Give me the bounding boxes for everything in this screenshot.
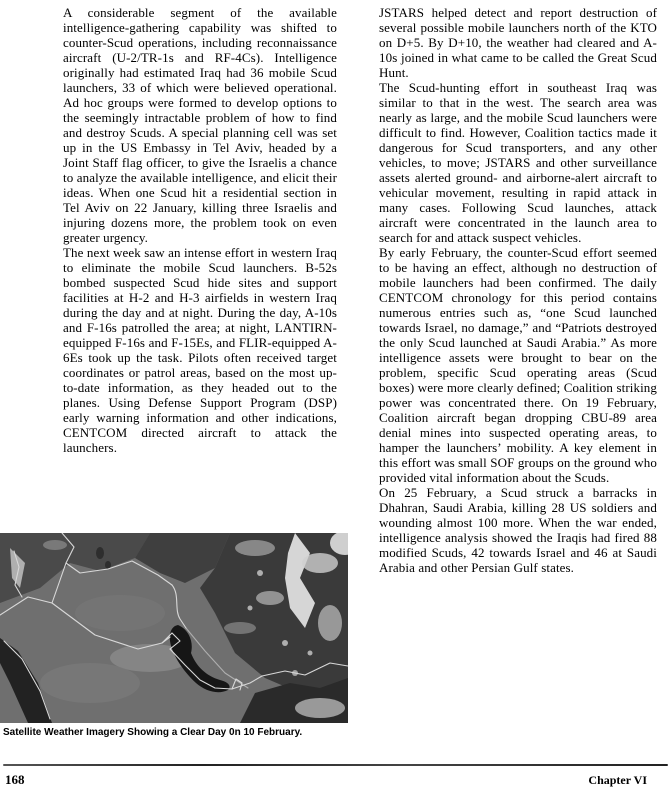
paragraph-southeast-iraq: The Scud-hunting effort in southeast Iraq was similar to that in the west. The search area was nearly as large, and the mobile Scud launchers were difficult to find. However, Coalition tactics made it dangerous for Scud transporters, and any other vehicles, to move; JSTARS and other surveillance assets alerted ground- and airborne-alert aircraft to vehicular movement, resulting in rapid attack in many cases. Following Scud launches, attack aircraft were concentrated in the launch area to search for and attack suspect vehicles. (379, 80, 657, 245)
paragraph-dhahran-barracks: On 25 February, a Scud struck a barracks in Dhahran, Saudi Arabia, killing 28 US soldiers and wounding almost 100 more. When the war ended, intelligence analysis showed the Iraqis had fired 88 modified Scuds, 42 towards Israel and 46 at Saudi Arabia and other Persian Gulf states. (379, 485, 657, 575)
paragraph-counter-scud-intel: A considerable segment of the available intelligence-gathering capability was shifted to counter-Scud operations, including reconnaissance aircraft (U-2/TR-1s and RF-4Cs). Intelligence originally had estimated Iraq had 36 mobile Scud launchers, 33 of which were believed operational. Ad hoc groups were formed to develop options to the seemingly intractable problem of how to find and destroy Scuds. A special planning cell was set up in the US Embassy in Tel Aviv, headed by a Joint Staff flag officer, to give the Israelis a chance to analyze the available intelligence, and elicit their ideas. When one Scud hit a residential section in Tel Aviv on 22 January, killing three Israelis and injuring dozens more, the problem took on even greater urgency. (63, 5, 337, 245)
figure-caption: Satellite Weather Imagery Showing a Clear Day 0n 10 February. (3, 727, 303, 738)
left-column (63, 5, 337, 455)
paragraph-western-iraq-effort: The next week saw an intense effort in western Iraq to eliminate the mobile Scud launchers. B-52s bombed suspected Scud hide sites and support facilities at H-2 and H-3 airfields in western Iraq during the day and at night. During the day, A-10s and F-16s patrolled the area; at night, LANTIRN-equipped F-16s and F-15Es, and FLIR-equipped A-6Es took up the task. Pilots often received target coordinates or patrol areas, based on the most up-to-date information, as they headed out to the planes. Using Defense Support Program (DSP) early warning information and other indications, CENTCOM directed aircraft to attack the launchers. (63, 245, 337, 455)
page-number: 168 (5, 772, 25, 787)
right-column (379, 5, 657, 575)
satellite-weather-image (0, 533, 348, 723)
paragraph-early-february: By early February, the counter-Scud effort seemed to be having an effect, although no destruction of mobile launchers had been confirmed. The daily CENTCOM chronology for this period contains numerous entries such as, “one Scud launched towards Israel, no damage,” and “Patriots destroyed the only Scud launched at Saudi Arabia.” As more intelligence assets were brought to bear on the problem, specific Scud operating areas (Scud boxes) were more clearly defined; Coalition striking power was concentrated there. On 19 February, Coalition aircraft began dropping CBU-89 area denial mines into suspected operating areas, to hamper the launchers’ mobility. A key element in this effort was small SOF groups on the ground who provided vital information about the Scuds. (379, 245, 657, 485)
satellite-image-graphic (0, 533, 348, 723)
footer-divider (3, 764, 668, 766)
chapter-label: Chapter VI (588, 773, 647, 787)
paragraph-jstars-great-scud-hunt: JSTARS helped detect and report destruction of several possible mobile launchers north of the KTO on D+5. By D+10, the weather had cleared and A-10s joined in what came to be called the Great Scud Hunt. (379, 5, 657, 80)
